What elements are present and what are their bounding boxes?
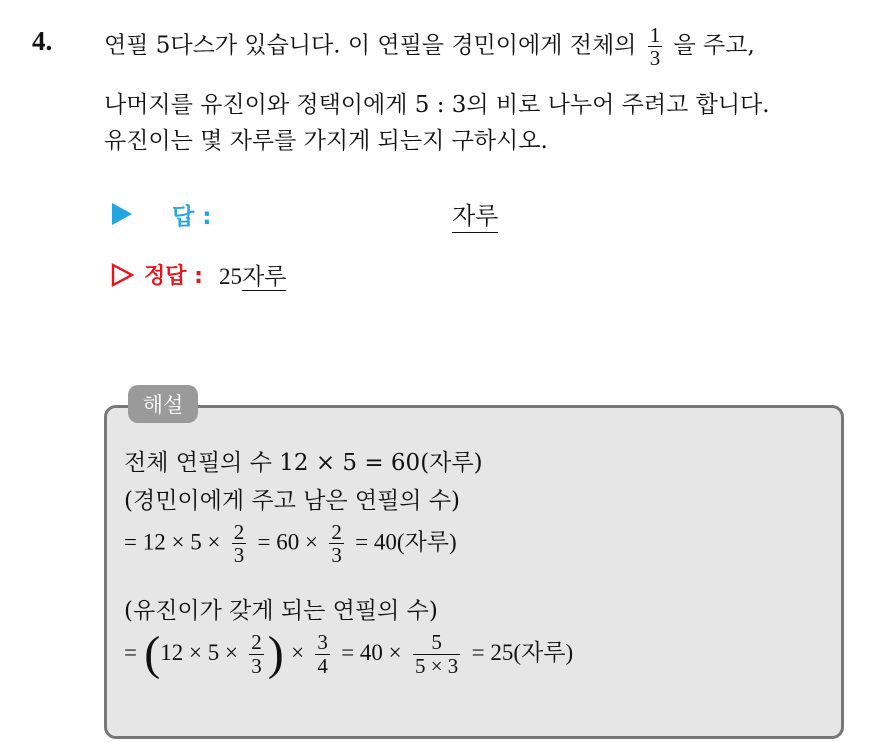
fraction-denominator: 5 × 3 <box>414 653 459 678</box>
question-number: 4. <box>32 26 53 56</box>
correct-answer-number: 25 <box>218 264 242 289</box>
question-line-1 <box>104 24 755 69</box>
fraction-denominator: 4 <box>317 653 328 678</box>
fraction-denominator: 3 <box>251 653 262 678</box>
right-paren: ) <box>267 627 284 680</box>
fraction-numerator: 2 <box>233 520 245 544</box>
question-text-part: 을 주고, <box>673 32 755 59</box>
answer-label: 답 : <box>172 204 212 230</box>
fraction-numerator: 1 <box>649 23 661 47</box>
fraction-denominator: 3 <box>649 46 661 71</box>
math-text: = 12 × 5 × <box>124 529 221 555</box>
math-text: 12 × 5 × <box>160 640 238 665</box>
math-text: = 40(자루) <box>355 529 457 555</box>
correct-answer-row <box>110 258 286 291</box>
question-line-3: 유진이는 몇 자루를 가지게 되는지 구하시오. <box>104 128 548 154</box>
explanation-line-4: (유진이가 갖게 되는 연필의 수) <box>124 598 438 624</box>
fraction-denominator: 3 <box>233 543 245 568</box>
correct-answer-label: 정답 : <box>144 264 203 289</box>
fraction-numerator: 5 <box>431 630 442 655</box>
left-paren: ( <box>144 627 161 680</box>
answer-marker <box>112 198 132 226</box>
question-text-part: 연필 5다스가 있습니다. 이 연필을 경민이에게 전체의 <box>104 32 637 59</box>
fraction <box>413 631 460 676</box>
fraction-numerator: 2 <box>251 630 262 655</box>
explanation-line-2: (경민이에게 주고 남은 연필의 수) <box>124 488 461 514</box>
math-text: × <box>291 640 305 665</box>
fraction <box>648 24 663 69</box>
outline-triangle-icon <box>110 263 134 287</box>
fraction <box>249 631 264 676</box>
question-line-2: 나머지를 유진이와 정택이에게 5 : 3의 비로 나누어 주려고 합니다. <box>104 92 770 118</box>
math-text: = <box>124 640 137 665</box>
answer-unit-blank: 자루 <box>452 196 498 233</box>
math-text: = 40 × <box>341 640 402 665</box>
explanation-line-1: 전체 연필의 수 12 × 5 = 60(자루) <box>124 450 483 476</box>
fraction-numerator: 2 <box>331 520 342 544</box>
explanation-tab: 해설 <box>128 385 198 423</box>
explanation-line-3 <box>124 521 457 566</box>
fraction-denominator: 3 <box>331 543 342 568</box>
fraction-numerator: 3 <box>317 630 328 655</box>
math-text: = 25(자루) <box>471 640 574 665</box>
explanation-line-5 <box>124 627 574 680</box>
correct-answer-unit: 자루 <box>241 264 287 290</box>
fraction <box>315 631 330 676</box>
math-text: = 60 × <box>257 529 318 555</box>
play-triangle-icon <box>112 203 132 225</box>
fraction <box>232 521 247 566</box>
correct-answer-value <box>219 258 286 291</box>
fraction <box>329 521 344 566</box>
